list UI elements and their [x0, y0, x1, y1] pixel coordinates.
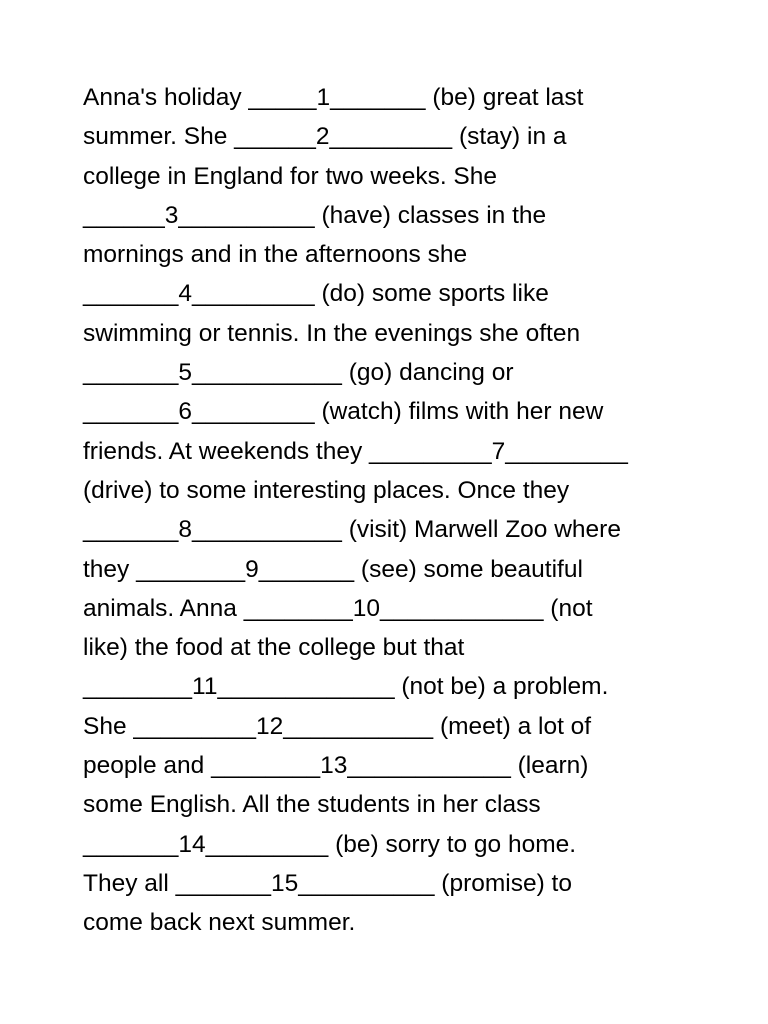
text-line: ______3__________ (have) classes in the	[83, 201, 547, 229]
text-line: ________11_____________ (not be) a problem.	[83, 673, 609, 701]
text-line: _______8___________ (visit) Marwell Zoo where	[83, 516, 621, 544]
text-line: Anna's holiday _____1_______ (be) great last	[83, 84, 584, 111]
text-line: animals. Anna ________10____________ (not	[83, 594, 593, 622]
text-line: mornings and in the afternoons she	[83, 241, 468, 269]
text-line: summer. She ______2_________ (stay) in a	[83, 123, 567, 151]
text-line: They all _______15__________ (promise) to	[83, 869, 572, 897]
text-line: swimming or tennis. In the evenings she often	[83, 319, 581, 347]
text-line: (drive) to some interesting places. Once they	[83, 476, 570, 504]
text-line: _______5___________ (go) dancing or	[83, 359, 514, 387]
text-line: college in England for two weeks. She	[83, 162, 498, 190]
text-line: like) the food at the college but that	[83, 634, 465, 662]
text-line: friends. At weekends they _________7_________	[83, 437, 628, 465]
text-line: people and ________13____________ (learn)	[83, 752, 589, 780]
exercise-paragraph	[83, 78, 723, 943]
text-line: come back next summer.	[83, 909, 356, 937]
text-line: _______14_________ (be) sorry to go home.	[83, 830, 577, 858]
text-line: _______4_________ (do) some sports like	[83, 280, 549, 308]
text-line: they ________9_______ (see) some beautiful	[83, 555, 583, 583]
text-line: _______6_________ (watch) films with her new	[83, 398, 604, 426]
text-line: some English. All the students in her class	[83, 791, 541, 819]
text-line: She _________12___________ (meet) a lot of	[83, 712, 592, 740]
